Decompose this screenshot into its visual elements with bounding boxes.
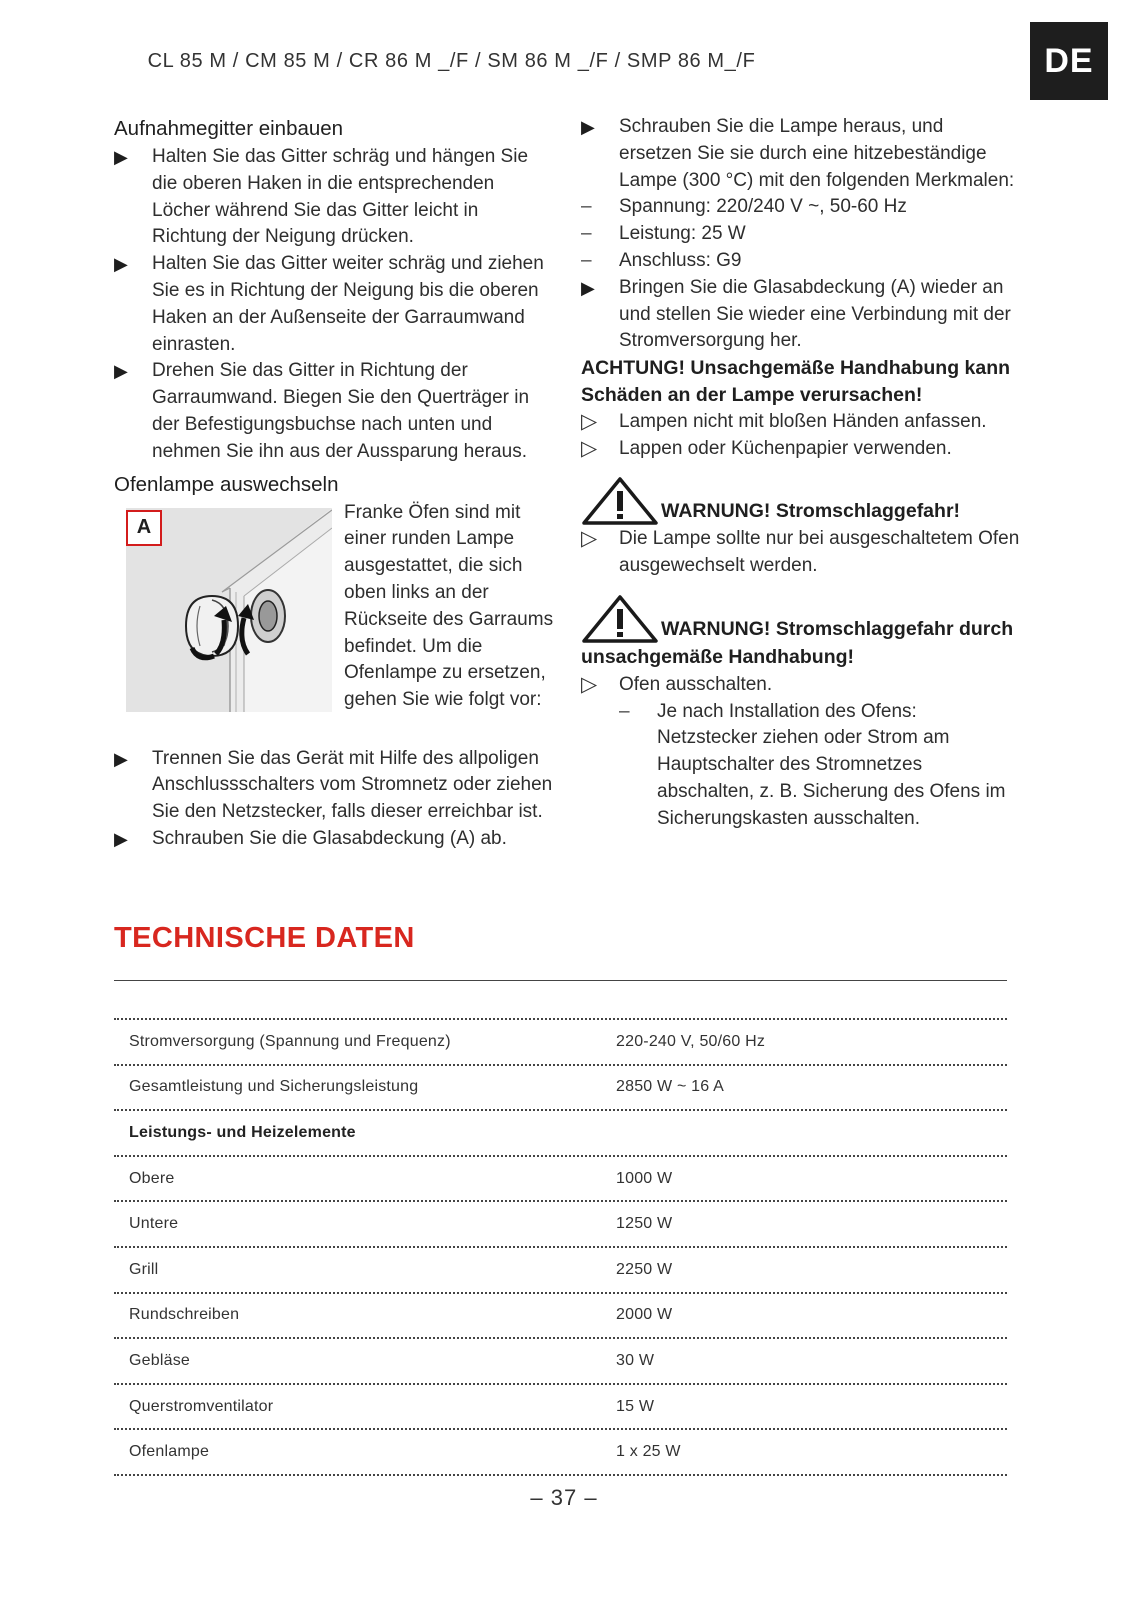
spec-label: Querstromventilator bbox=[129, 1397, 274, 1415]
bullet-arrow-icon: ▶ bbox=[114, 147, 128, 167]
outline-arrow-icon: ▷ bbox=[581, 527, 598, 551]
step-text: Schrauben Sie die Glasabdeckung (A) ab. bbox=[152, 827, 507, 849]
header-model-list: CL 85 M / CM 85 M / CR 86 M _/F / SM 86 M _/F / SMP 86 M_/F bbox=[147, 50, 756, 72]
table-row bbox=[114, 1020, 1007, 1066]
table-group-row bbox=[114, 1111, 1007, 1157]
spec-text: Spannung: 220/240 V ~, 50-60 Hz bbox=[619, 196, 907, 218]
warning-title: WARNUNG! Stromschlaggefahr! bbox=[661, 500, 961, 523]
table-row bbox=[114, 1066, 1007, 1112]
left-column bbox=[114, 114, 554, 853]
bullet-arrow-icon: ▶ bbox=[114, 748, 128, 769]
outline-arrow-icon: ▷ bbox=[581, 409, 598, 433]
section-title-grid-install: Aufnahmegitter einbauen bbox=[114, 117, 344, 140]
spec-label: Obere bbox=[129, 1169, 175, 1187]
table-row bbox=[114, 1202, 1007, 1248]
table-row bbox=[114, 1248, 1007, 1294]
warning-block bbox=[581, 594, 1021, 672]
caution-title: ACHTUNG! Unsachgemäße Handhabung kann Schäden an der Lampe verursachen! bbox=[581, 357, 1011, 406]
dash-bullet-icon: – bbox=[581, 196, 592, 218]
list-item bbox=[114, 144, 554, 251]
list-item bbox=[581, 436, 1021, 463]
warning-title: WARNUNG! Stromschlaggefahr durch unsachgemäße Handhabung! bbox=[581, 618, 1014, 668]
spec-value: 1000 W bbox=[616, 1169, 673, 1187]
spec-table bbox=[114, 1018, 1007, 1476]
list-item bbox=[581, 275, 1021, 355]
warning-triangle-icon bbox=[581, 476, 659, 526]
spec-text: Leistung: 25 W bbox=[619, 223, 746, 245]
tech-section-title: TECHNISCHE DATEN bbox=[114, 922, 415, 954]
table-row bbox=[114, 1294, 1007, 1340]
page-number: – 37 – bbox=[530, 1485, 598, 1510]
spec-value: 1250 W bbox=[616, 1215, 673, 1233]
warning-triangle-icon bbox=[581, 594, 659, 644]
outline-arrow-icon: ▷ bbox=[581, 436, 598, 460]
spec-value: 30 W bbox=[616, 1351, 655, 1369]
section-title-lamp-replace: Ofenlampe auswechseln bbox=[114, 472, 339, 496]
step-text: Drehen Sie das Gitter in Richtung der Garraumwand. Biegen Sie den Querträger in der Befestigungsbuchse nach unten und nehmen Sie ihn aus der Aussparung heraus. bbox=[152, 360, 530, 462]
list-subitem bbox=[581, 699, 1021, 833]
caution-text: Lappen oder Küchenpapier verwenden. bbox=[619, 437, 952, 459]
warning-block bbox=[581, 476, 1021, 526]
figure-block bbox=[114, 500, 554, 746]
spec-label: Gebläse bbox=[129, 1351, 190, 1369]
spec-group-label: Leistungs- und Heizelemente bbox=[129, 1123, 356, 1141]
step-text: Halten Sie das Gitter weiter schräg und ziehen Sie es in Richtung der Neigung bis die oberen Haken an der Außenseite der Garraumwand einrasten. bbox=[152, 253, 544, 355]
spec-value: 2850 W ~ 16 A bbox=[616, 1078, 725, 1096]
spec-label: Gesamtleistung und Sicherungsleistung bbox=[129, 1078, 419, 1096]
language-badge: DE bbox=[1030, 22, 1108, 100]
spec-value: 2000 W bbox=[616, 1306, 673, 1324]
spec-value: 2250 W bbox=[616, 1260, 673, 1278]
list-item bbox=[581, 248, 1021, 275]
section-divider bbox=[114, 980, 1007, 981]
warning-text: Ofen ausschalten. bbox=[619, 673, 773, 695]
bullet-arrow-icon: ▶ bbox=[114, 361, 128, 382]
dash-bullet-icon: – bbox=[581, 249, 592, 271]
bullet-arrow-icon: ▶ bbox=[581, 277, 595, 298]
bullet-arrow-icon: ▶ bbox=[581, 117, 595, 137]
warning-subtext: Je nach Installation des Ofens: Netzstecker ziehen oder Strom am Hauptschalter des Stromnetzes abschalten, z. B. Sicherung des Ofens im Sicherungskasten ausschalten. bbox=[657, 700, 1006, 829]
spec-value: 1 x 25 W bbox=[616, 1443, 681, 1461]
spec-label: Stromversorgung (Spannung und Frequenz) bbox=[129, 1032, 451, 1050]
spec-text: Anschluss: G9 bbox=[619, 249, 742, 271]
spec-label: Ofenlampe bbox=[129, 1443, 210, 1461]
step-text: Halten Sie das Gitter schräg und hängen Sie die oberen Haken in die entsprechenden Löcher während Sie das Gitter leicht in Richtung der Neigung drücken. bbox=[152, 146, 529, 248]
list-item bbox=[581, 672, 1021, 699]
table-row bbox=[114, 1339, 1007, 1385]
spec-value: 220-240 V, 50/60 Hz bbox=[616, 1032, 766, 1050]
spec-label: Grill bbox=[129, 1260, 159, 1278]
figure-label: A bbox=[126, 510, 162, 546]
caution-text: Lampen nicht mit bloßen Händen anfassen. bbox=[619, 410, 987, 432]
table-row bbox=[114, 1385, 1007, 1431]
step-text: Schrauben Sie die Lampe heraus, und ersetzen Sie sie durch eine hitzebeständige Lampe (300 °C) mit den folgenden Merkmalen: bbox=[619, 116, 1015, 191]
right-column bbox=[581, 114, 1021, 833]
list-item bbox=[581, 409, 1021, 436]
list-item bbox=[581, 194, 1021, 221]
bullet-arrow-icon: ▶ bbox=[114, 828, 128, 849]
list-item bbox=[114, 251, 554, 358]
figure-description: Franke Öfen sind mit einer runden Lampe ausgestattet, die sich oben links an der Rückseite des Garraums befindet. Um die Ofenlampe zu ersetzen, gehen Sie wie folgt vor: bbox=[344, 501, 554, 711]
dash-bullet-icon: – bbox=[581, 223, 592, 245]
table-row bbox=[114, 1157, 1007, 1203]
outline-arrow-icon: ▷ bbox=[581, 672, 598, 696]
list-item bbox=[581, 526, 1021, 580]
spec-label: Untere bbox=[129, 1215, 179, 1233]
table-row bbox=[114, 1430, 1007, 1476]
step-text: Bringen Sie die Glasabdeckung (A) wieder an und stellen Sie wieder eine Verbindung mit der Stromversorgung her. bbox=[619, 276, 1011, 352]
spec-label: Rundschreiben bbox=[129, 1306, 240, 1324]
list-item bbox=[581, 221, 1021, 248]
list-item bbox=[114, 826, 554, 853]
spec-value: 15 W bbox=[616, 1397, 655, 1415]
list-item bbox=[114, 746, 554, 826]
bullet-arrow-icon: ▶ bbox=[114, 254, 128, 275]
list-item bbox=[114, 358, 554, 465]
list-item bbox=[581, 114, 1021, 194]
step-text: Trennen Sie das Gerät mit Hilfe des allpoligen Anschlussschalters vom Stromnetz oder ziehen Sie den Netzstecker, falls dieser erreichbar ist. bbox=[152, 747, 553, 823]
warning-text: Die Lampe sollte nur bei ausgeschaltetem Ofen ausgewechselt werden. bbox=[619, 528, 1020, 577]
dash-bullet-icon: – bbox=[619, 700, 630, 722]
